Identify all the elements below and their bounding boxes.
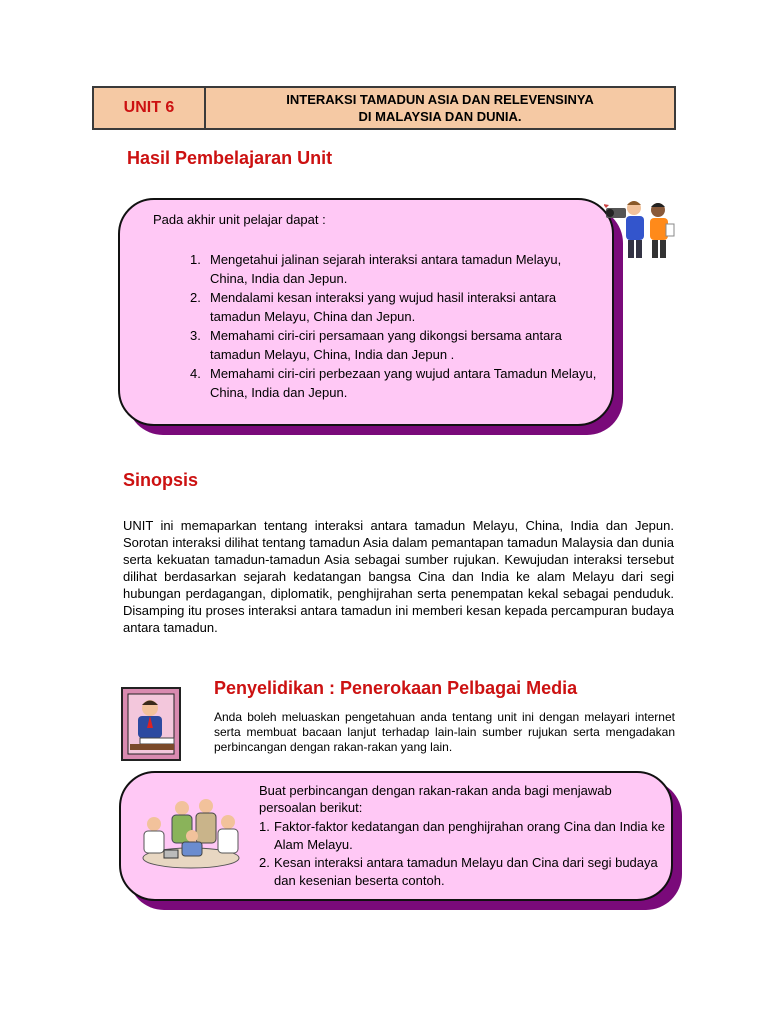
learning-outcomes-list [190, 250, 600, 402]
list-item: 1. Faktor-faktor kedatangan dan penghijrahan orang Cina dan India ke Alam Melayu. [259, 819, 665, 852]
list-item: 2. Mendalami kesan interaksi yang wujud hasil interaksi antara tamadun Melayu, China dan Jepun. [190, 290, 557, 324]
investigation-text: Anda boleh meluaskan pengetahuan anda tentang unit ini dengan melayari internet serta membuat bacaan lanjut terhadap lain-lain sumber rujukan serta mengadakan perbincangan dengan rakan-rakan yang lain. [214, 710, 675, 754]
list-item: 1. Mengetahui jalinan sejarah interaksi antara tamadun Melayu, China, India dan Jepun. [190, 252, 562, 286]
investigation-heading: Penyelidikan : Penerokaan Pelbagai Media [214, 678, 578, 698]
learning-outcomes-heading: Hasil Pembelajaran Unit [127, 148, 333, 168]
learning-outcomes-intro: Pada akhir unit pelajar dapat : [153, 212, 326, 227]
unit-title-line2: DI MALAYSIA DAN DUNIA. [358, 109, 522, 124]
synopsis-heading: Sinopsis [123, 470, 199, 490]
unit-label: UNIT 6 [94, 88, 206, 128]
list-item: 4. Memahami ciri-ciri perbezaan yang wujud antara Tamadun Melayu, China, India dan Jepun. [190, 366, 597, 400]
list-item: 2. Kesan interaksi antara tamadun Melayu dan Cina dari segi budaya dan kesenian beserta contoh. [259, 855, 658, 888]
camera-crew-icon [604, 196, 680, 260]
group-meeting-icon [136, 796, 246, 876]
unit-title-line1: INTERAKSI TAMADUN ASIA DAN RELEVENSINYA [286, 92, 594, 107]
list-item: 3. Memahami ciri-ciri persamaan yang dikongsi bersama antara tamadun Melayu, China, India dan Jepun . [190, 328, 562, 362]
office-worker-icon [120, 686, 184, 764]
discussion-list [259, 818, 669, 890]
discussion-intro: Buat perbincangan dengan rakan-rakan anda bagi menjawab persoalan berikut: [259, 783, 612, 815]
synopsis-text: UNIT ini memaparkan tentang interaksi antara tamadun Melayu, China, India dan Jepun. Sorotan interaksi dilihat tentang tamadun Asia dalam pemantapan tamadun Malaysia dan dunia serta kekuatan tamadun-tamadun Asia sebagai sumber rujukan. Kewujudan interaksi tersebut dilihat berdasarkan sejarah kedatangan bangsa Cina dan India ke alam Melayu dari segi hubungan perdagangan, diplomatik, penghijrahan serta penempatan kekal sebagai penduduk. Disamping itu proses interaksi antara tamadun ini memberi kesan kepada percampuran budaya antara tamadun. [123, 518, 674, 635]
unit-header [92, 86, 676, 130]
unit-title [206, 88, 674, 128]
